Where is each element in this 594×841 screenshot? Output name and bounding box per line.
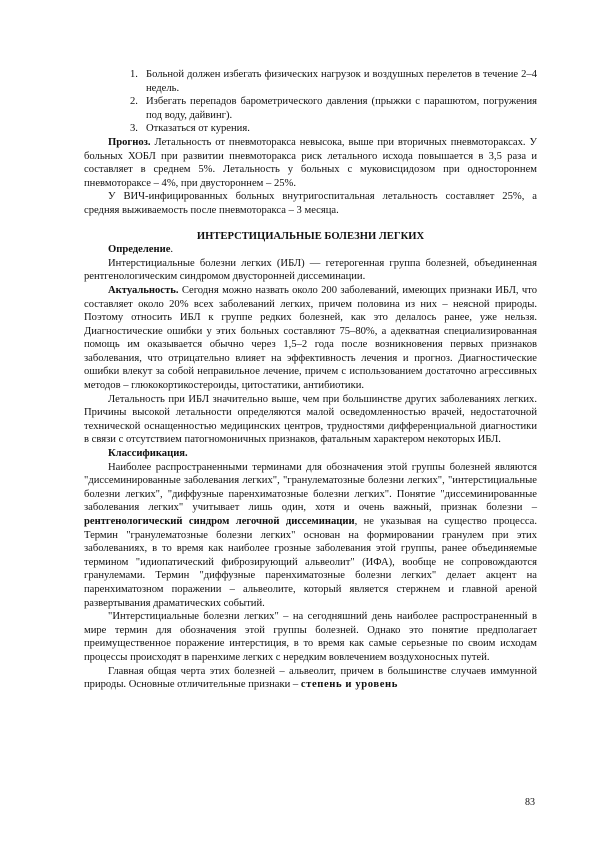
- relevance-label: Актуальность.: [108, 284, 179, 296]
- hiv-paragraph: У ВИЧ-инфицированных больных внутригоспитальная летальность составляет 25%, а средняя выживаемость после пневмоторакса – 3 месяца.: [84, 191, 537, 216]
- section-title: ИНТЕРСТИЦИАЛЬНЫЕ БОЛЕЗНИ ЛЕГКИХ: [196, 230, 425, 242]
- list-item-text: Больной должен избегать физических нагрузок и воздушных перелетов в течение 2–4 недель.: [146, 69, 537, 94]
- classification-text: Наиболее распространенными терминами для обозначения этой группы болезней являются "диссеминированные заболевания легких", "гранулематозные болезни легких", "интерстициальные болезни легких", "диффузные паренхиматозные болезни легких". Понятие "диссеминированные заболевания легких" учитывает лишь один, хотя и очень важный, признак болезни –: [84, 461, 537, 514]
- recommendation-list: [84, 68, 537, 136]
- list-item-number: 1.: [130, 69, 138, 80]
- document-page: [84, 68, 537, 692]
- definition-label: Определение: [108, 244, 171, 256]
- relevance-text: Сегодня можно назвать около 200 заболеваний, имеющих признаки ИБЛ, что составляет около 20% всех заболеваний легких, причем половина из них – неясной природы. Поэтому относить ИБЛ к группе редких болезней, как это делалось ранее, уже нельзя. Диагностические ошибки у этих больных составляют 75–80%, а адекватная специализированная помощь им оказывается обычно через 1,5–2 года после возникновения первых признаков заболевания, что отрицательно влияет на эффективность лечения и прогноз. Диагностические ошибки влекут за собой неправильное лечение, причем с использованием достаточно агрессивных методов – глюкокортикостероиды, цитостатики, антибиотики.: [84, 284, 537, 392]
- classification-emphasis: степень и уровень: [300, 679, 398, 691]
- definition-label-suffix: .: [170, 244, 174, 256]
- classification-heading: Классификация.: [108, 448, 188, 460]
- page-number: 83: [525, 797, 535, 808]
- prognosis-paragraph: [84, 136, 537, 190]
- mortality-paragraph: Летальность при ИБЛ значительно выше, чем при большинстве других заболеваниях легких. Причины высокой летальности определяются малой осведомленностью врачей, недостаточной технической оснащенностью медицинских центров, трудностями дифференциальной диагностики в связи с отсутствием патогномоничных признаков, фатальным характером некоторых ИБЛ.: [84, 393, 537, 446]
- definition-paragraph: Интерстициальные болезни легких (ИБЛ) — гетерогенная группа болезней, объединенная рентгенологическим синдромом двусторонней диссеминации.: [84, 257, 537, 283]
- list-item-text: Отказаться от курения.: [146, 123, 250, 135]
- list-item-number: 2.: [130, 96, 138, 108]
- classification-paragraph-2: "Интерстициальные болезни легких" – на сегодняшний день наиболее распространенный в мире термин для обозначения этой группы болезней. Однако это понятие предполагает преимущественное поражение интерстиция, в то время как самые серьезные по своим исходам процессы происходят в паренхиме легких с нередким вовлечением воздухоносных путей.: [84, 611, 537, 663]
- list-item-text: Избегать перепадов барометрического давления (прыжки с парашютом, погружения под воду, дайвинг).: [146, 96, 537, 121]
- classification-text: Главная общая черта этих болезней – альвеолит, причем в большинстве случаев иммунной природы. Основные отличительные признаки –: [84, 665, 537, 691]
- classification-text-continued: , не указывая на существо процесса. Термин "гранулематозные болезни легких" основан на формировании гранулем при этих заболеваниях, в то время как наиболее грозные заболевания этой группы, ранее объединяемые термином "идиопатический фиброзирующий альвеолит" (ИФА), вообще не сопровождаются гранулемами. Термин "диффузные паренхиматозные болезни легких" делает акцент на паренхиматозном поражении – альвеолите, который является стержнем и главной ареной развертывания драматических событий.: [84, 516, 537, 609]
- list-item: [130, 68, 537, 95]
- list-item: [130, 122, 537, 136]
- prognosis-label: Прогноз.: [108, 136, 151, 148]
- classification-emphasis: рентгенологический синдром легочной диссеминации: [84, 516, 355, 527]
- relevance-paragraph: [84, 284, 537, 393]
- list-item-number: 3.: [130, 123, 138, 135]
- definition-heading: [84, 243, 537, 257]
- classification-paragraph-1: [84, 461, 537, 611]
- list-item: [130, 95, 537, 122]
- classification-paragraph-3: [84, 665, 537, 692]
- prognosis-text: Летальность от пневмоторакса невысока, выше при вторичных пневмотораксах. У больных ХОБЛ при развитии пневмоторакса риск летального исхода повышается в 3,5 раза и составляет в среднем 5%. Летальность у больных с муковисцидозом при одностороннем пневмотораксе – 4%, при двустороннем – 25%.: [84, 136, 537, 189]
